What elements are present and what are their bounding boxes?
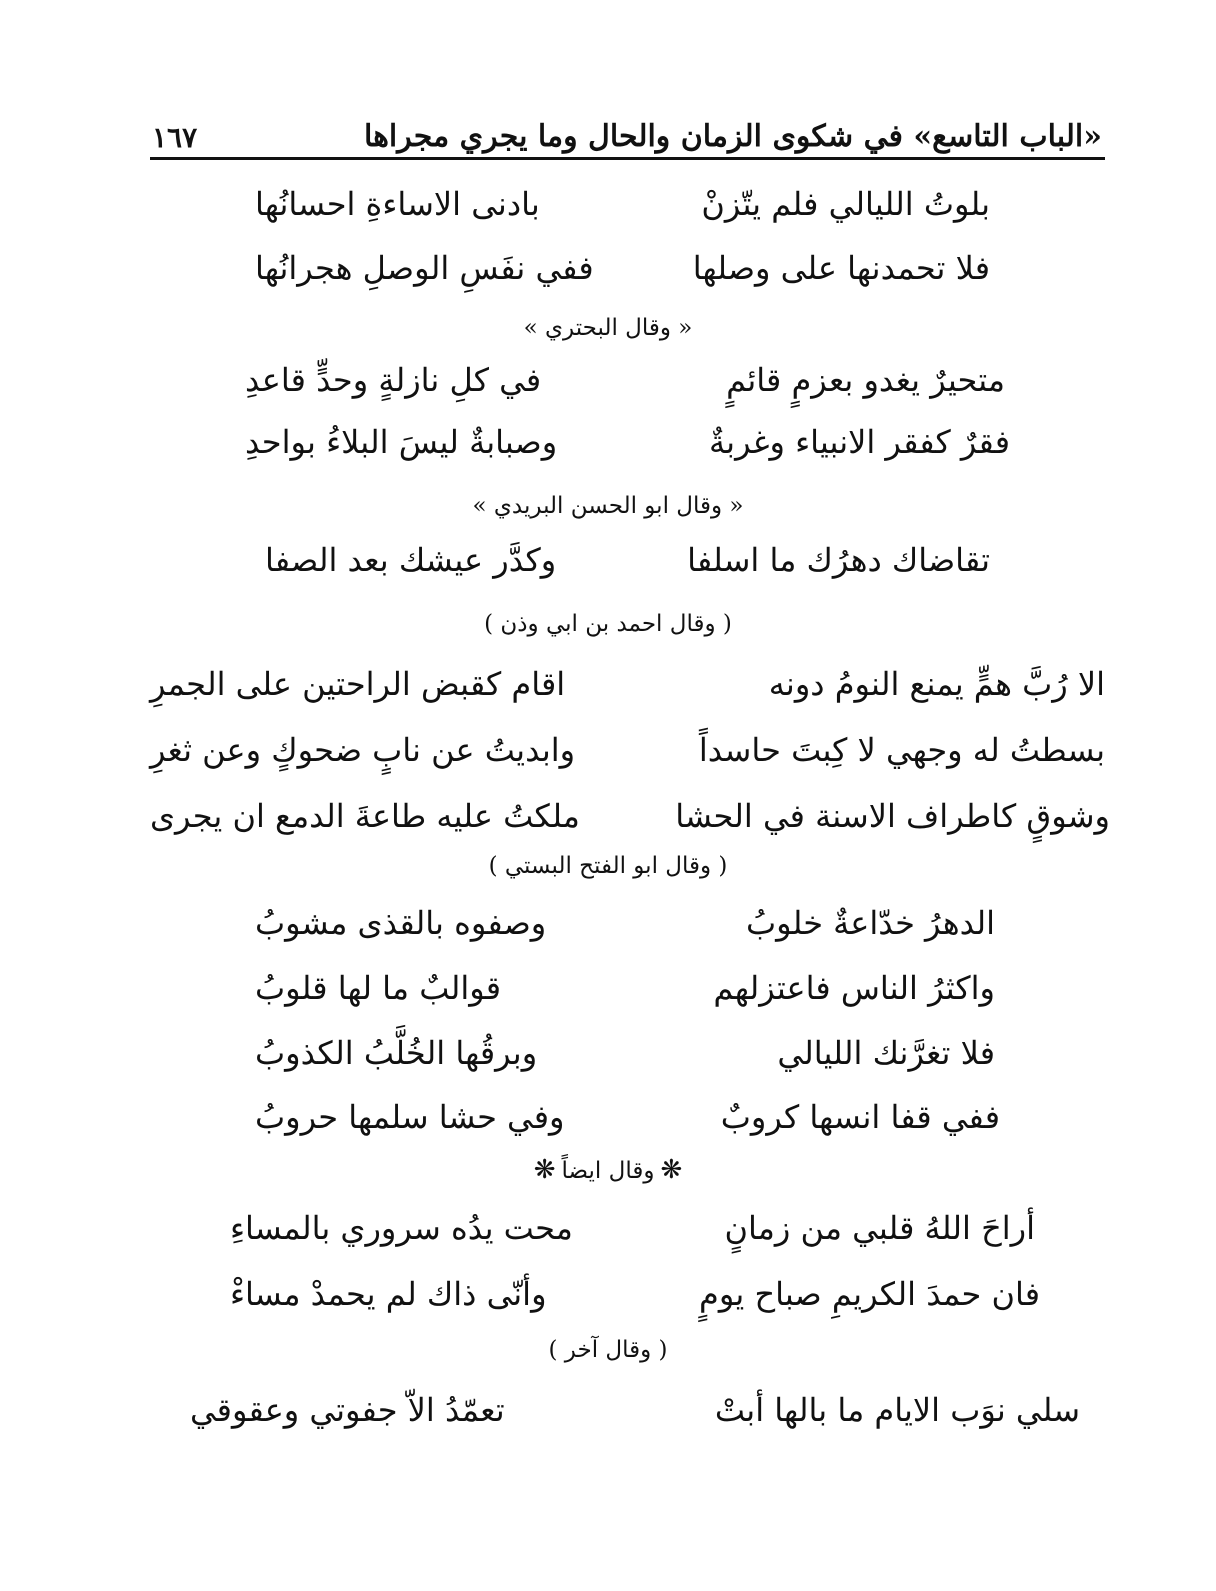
- hemistich-left: محت يدُه سروري بالمساءِ: [230, 1209, 573, 1247]
- poet-attribution: ( وقال ابو الفتح البستي ): [488, 853, 728, 879]
- verse-line: [230, 1200, 1035, 1256]
- poet-attribution: « وقال ابو الحسن البريدي »: [472, 493, 744, 519]
- ornament-icon: ❋: [660, 1155, 683, 1185]
- hemistich-right: فان حمدَ الكريمِ صباح يومٍ: [699, 1275, 1040, 1313]
- page-number: ١٦٧: [152, 121, 198, 154]
- hemistich-left: وكدَّر عيشك بعد الصفا: [265, 541, 557, 579]
- verse-line: [245, 414, 1010, 470]
- poet-attribution: ( وقال احمد بن ابي وذن ): [484, 611, 732, 637]
- hemistich-right: متحيرٌ يغدو بعزمٍ قائمٍ: [726, 361, 1005, 399]
- hemistich-right: ففي قفا انسها كروبٌ: [720, 1098, 1000, 1136]
- hemistich-left: وفي حشا سلمها حروبُ: [255, 1098, 565, 1136]
- verse-line: [150, 722, 1105, 778]
- header-rule: [150, 157, 1105, 160]
- hemistich-right: فقرٌ كفقر الانبياء وغربةٌ: [709, 423, 1010, 461]
- hemistich-left: ملكتُ عليه طاعةَ الدمع ان يجرى: [150, 797, 580, 835]
- verse-line: [255, 176, 990, 232]
- verse-line: [255, 1025, 995, 1081]
- hemistich-left: وابديتُ عن نابٍ ضحوكٍ وعن ثغرِ: [150, 731, 576, 769]
- verse-line: [255, 895, 995, 951]
- hemistich-left: في كلِ نازلةٍ وحدٍّ قاعدِ: [245, 361, 542, 399]
- hemistich-left: تعمّدُ الاّ جفوتي وعقوقي: [190, 1391, 505, 1429]
- verse-line: [150, 788, 1110, 844]
- verse-line: [255, 1089, 1000, 1145]
- hemistich-right: واكثرُ الناس فاعتزلهم: [713, 969, 995, 1007]
- running-header: [152, 102, 1102, 154]
- hemistich-right: فلا تغرَّنك الليالي: [777, 1034, 995, 1072]
- hemistich-right: وشوقٍ كاطراف الاسنة في الحشا: [675, 797, 1110, 835]
- verse-line: [190, 1382, 1080, 1438]
- hemistich-right: الا رُبَّ همٍّ يمنع النومُ دونه: [768, 665, 1105, 703]
- verse-line: [150, 656, 1105, 712]
- attribution-text: وقال ايضاً: [561, 1158, 655, 1184]
- hemistich-left: وبرقُها الخُلَّبُ الكذوبُ: [255, 1034, 538, 1072]
- hemistich-right: بسطتُ له وجهي لا كِبتَ حاسداً: [698, 731, 1105, 769]
- hemistich-right: تقاضاك دهرُك ما اسلفا: [687, 541, 990, 579]
- chapter-title: «الباب التاسع» في شكوى الزمان والحال وما يجري مجراها: [363, 119, 1102, 154]
- hemistich-left: بادنى الاساءةِ احسانُها: [255, 185, 540, 223]
- hemistich-left: قوالبٌ ما لها قلوبُ: [255, 969, 502, 1007]
- ornament-icon: ❋: [533, 1155, 556, 1185]
- hemistich-right: أراحَ اللهُ قلبي من زمانٍ: [724, 1209, 1035, 1247]
- hemistich-right: سلي نوَب الايام ما بالها أبتْ: [714, 1391, 1080, 1429]
- verse-line: [230, 1266, 1040, 1322]
- hemistich-right: بلوتُ الليالي فلم يتّزنْ: [701, 185, 990, 223]
- verse-line: [255, 960, 995, 1016]
- poet-attribution: [0, 1152, 1216, 1188]
- poet-attribution: « وقال البحتري »: [523, 315, 693, 341]
- verse-line: [255, 240, 990, 296]
- hemistich-left: وصبابةٌ ليسَ البلاءُ بواحدِ: [245, 423, 558, 461]
- hemistich-left: ففي نفَسِ الوصلِ هجرانُها: [255, 249, 594, 287]
- hemistich-left: وصفوه بالقذى مشوبُ: [255, 904, 547, 942]
- hemistich-left: وأنّى ذاك لم يحمدْ مساءْ: [230, 1275, 547, 1313]
- hemistich-right: فلا تحمدنها على وصلها: [692, 249, 990, 287]
- verse-line: [245, 352, 1005, 408]
- hemistich-left: اقام كقبض الراحتين على الجمرِ: [150, 665, 566, 703]
- verse-line: [265, 532, 990, 588]
- poet-attribution: ( وقال آخر ): [548, 1337, 668, 1363]
- hemistich-right: الدهرُ خدّاعةٌ خلوبُ: [745, 904, 995, 942]
